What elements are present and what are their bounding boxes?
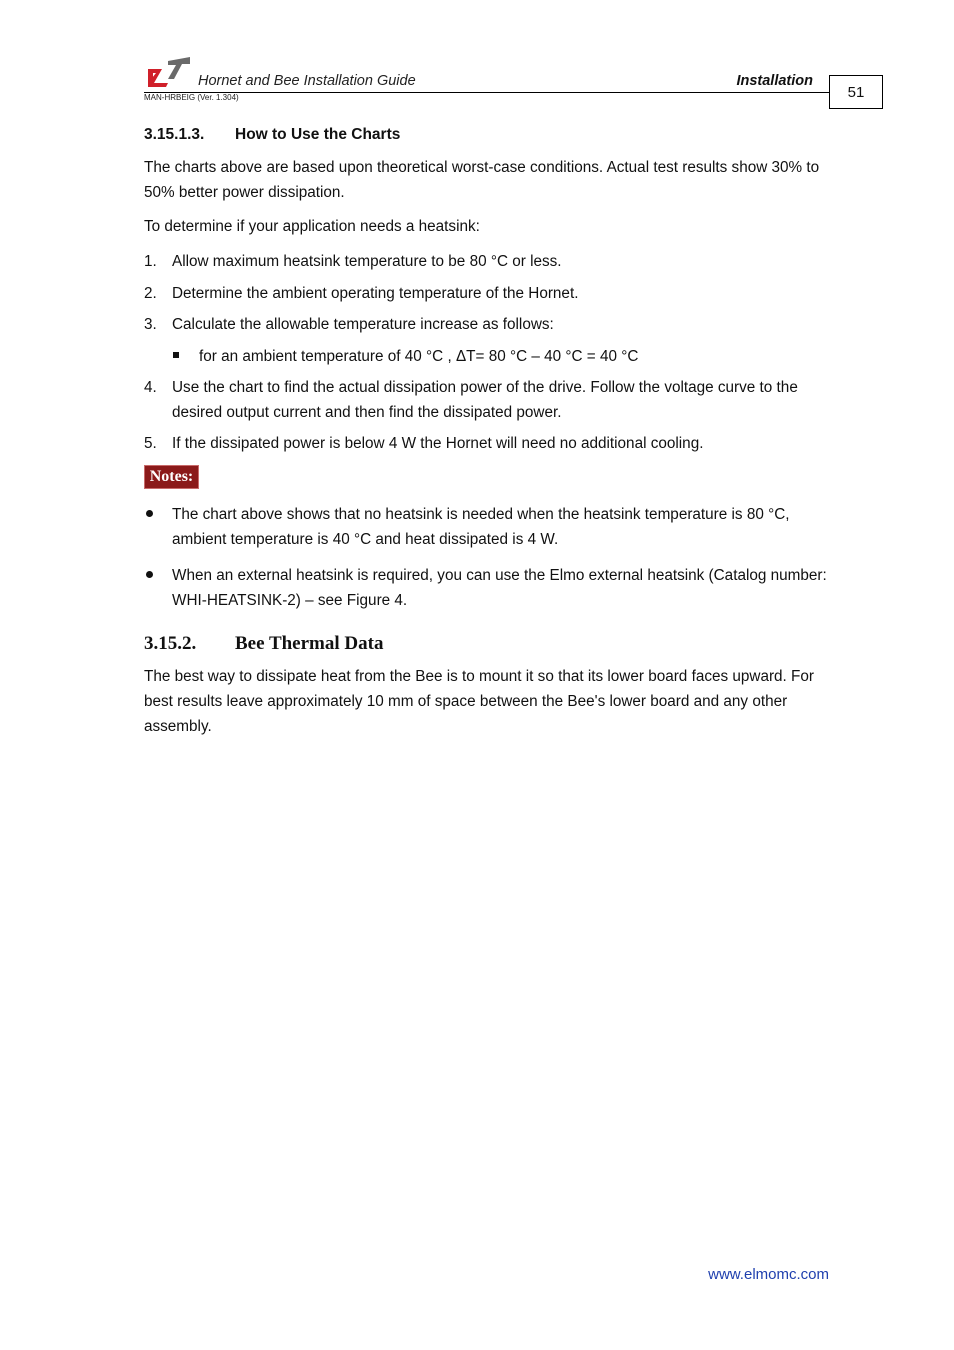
step-text: Calculate the allowable temperature increase as follows: (172, 316, 554, 333)
step-number: 4. (144, 379, 157, 396)
step-number: 5. (144, 435, 157, 452)
elmo-logo-icon (148, 57, 190, 87)
step-number: 2. (144, 285, 157, 302)
lead-paragraph: To determine if your application needs a heatsink: (144, 218, 480, 235)
intro-paragraph: The charts above are based upon theoretical worst-case conditions. Actual test results show 30% to 50% better power dissipation. (144, 159, 820, 201)
section-number: 3.15.1.3. (144, 126, 205, 143)
section-title: How to Use the Charts (235, 126, 401, 143)
bullet-icon (146, 571, 153, 578)
header-section-name: Installation (736, 73, 813, 89)
bullet-icon (146, 510, 153, 517)
step-text: Allow maximum heatsink temperature to be 80 °C or less. (172, 253, 562, 270)
doc-version: MAN-HRBEIG (Ver. 1.304) (144, 93, 239, 102)
note-text: The chart above shows that no heatsink is needed when the heatsink temperature is 80 °C, ambient temperature is 40 °C and heat dissipated is 4 W. (172, 506, 790, 548)
doc-title: Hornet and Bee Installation Guide (198, 73, 416, 89)
sub-bullet-text: for an ambient temperature of 40 °C , ΔT= 80 °C – 40 °C = 40 °C (199, 348, 639, 365)
step-text: Use the chart to find the actual dissipation power of the drive. Follow the voltage curve to the desired output current and then find the dissipated power. (172, 379, 798, 421)
step-text: If the dissipated power is below 4 W the Hornet will need no additional cooling. (172, 435, 704, 452)
subsection-title: Bee Thermal Data (235, 633, 384, 654)
subsection-heading (144, 633, 383, 655)
bee-thermal-paragraph: The best way to dissipate heat from the Bee is to mount it so that its lower board faces upward. For best results leave approximately 10 mm of space between the Bee's lower board and any other assembly. (144, 668, 814, 735)
section-heading (144, 126, 400, 144)
step-number: 1. (144, 253, 157, 270)
note-text: When an external heatsink is required, you can use the Elmo external heatsink (Catalog number: WHI-HEATSINK-2) – see Figure 4. (172, 567, 827, 609)
step-number: 3. (144, 316, 157, 333)
header-divider (144, 92, 830, 93)
subsection-number: 3.15.2. (144, 633, 197, 654)
page-number: 51 (829, 75, 883, 109)
square-bullet-icon (173, 352, 179, 358)
notes-label: Notes: (144, 465, 199, 489)
website-link[interactable]: www.elmomc.com (708, 1266, 829, 1283)
step-text: Determine the ambient operating temperature of the Hornet. (172, 285, 579, 302)
